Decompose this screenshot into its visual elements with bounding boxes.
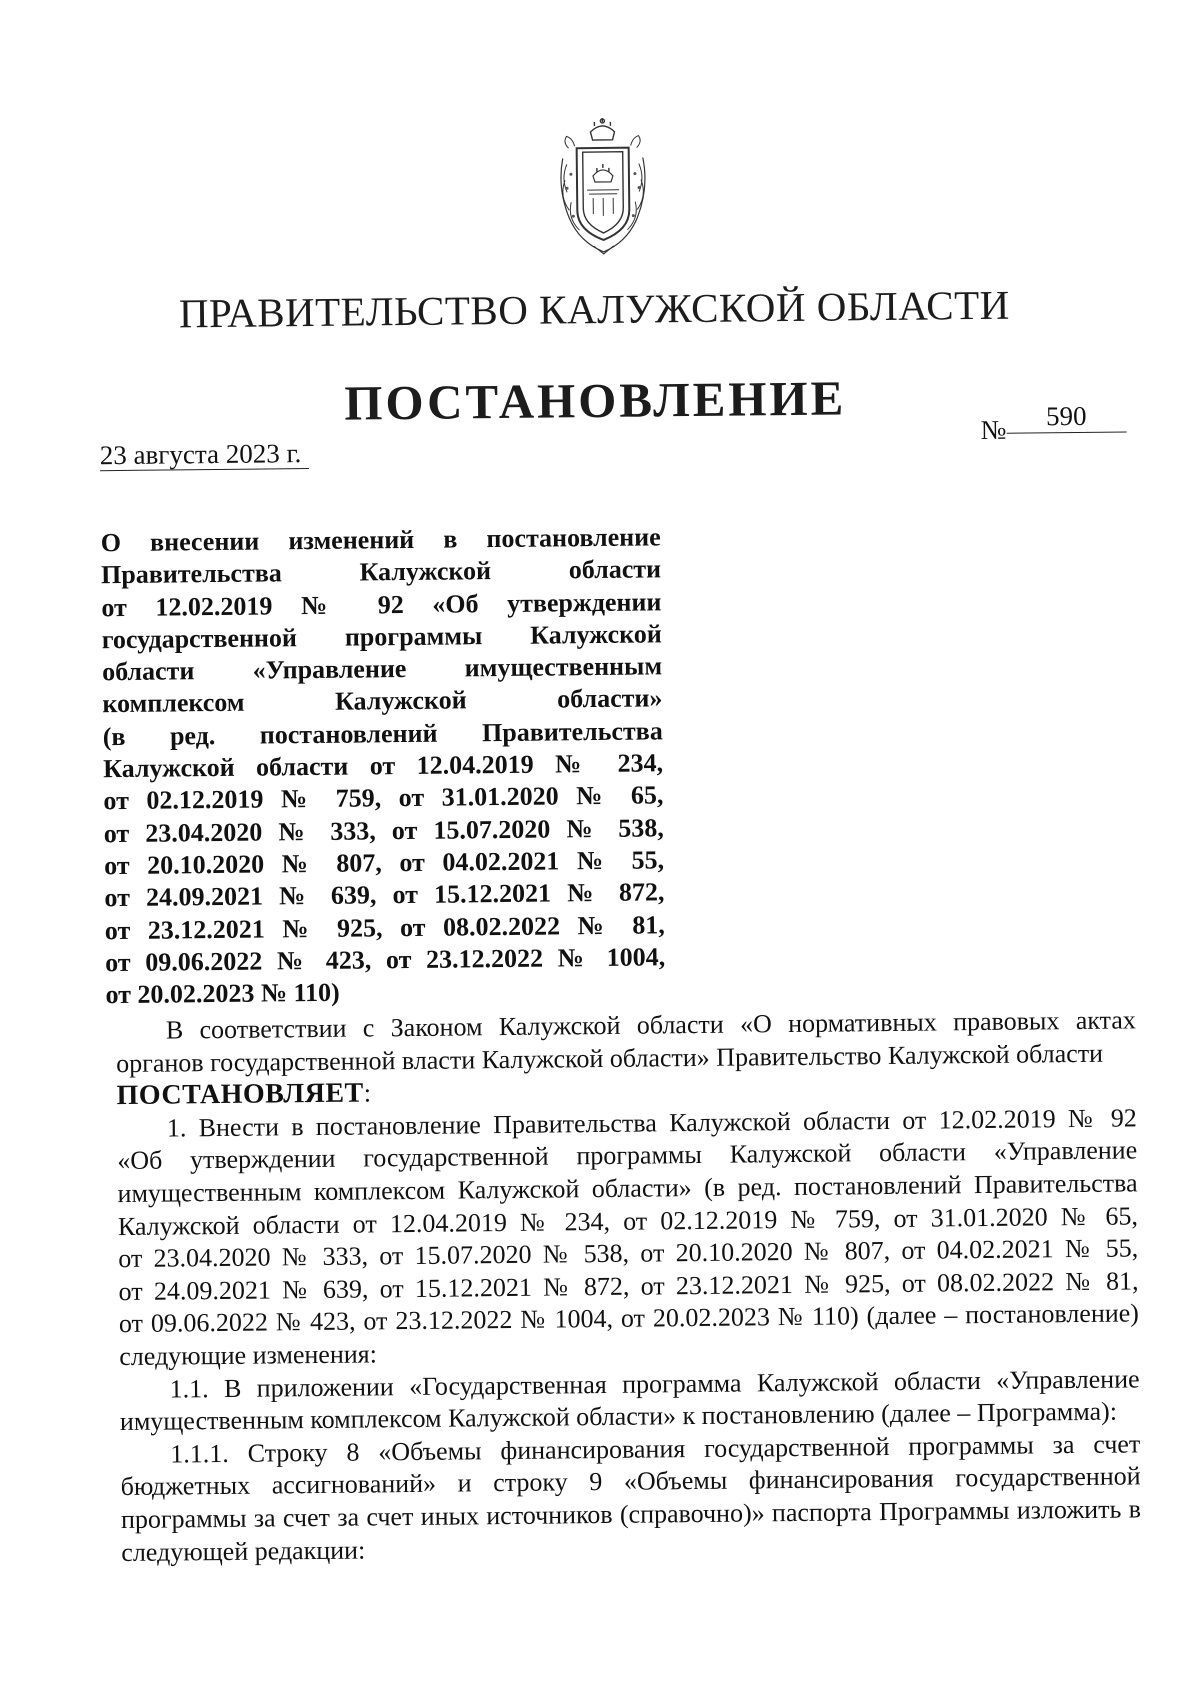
intro-line: органов государственной власти Калужской области» Правительство Калужской области: [116, 1038, 1104, 1078]
item-1-1-line: 1.1. В приложении «Государственная программа Калужской области «Управление: [169, 1363, 1140, 1404]
subject-line: Калужской области от 12.04.2019 № 234,: [102, 748, 664, 784]
document-subject: [101, 521, 666, 1011]
subject-line: Правительства Калужской области: [100, 554, 662, 590]
document-body: [116, 1004, 1142, 1569]
item-1-1-1-line: бюджетных ассигнований» и строку 9 «Объемы финансирования государственной: [120, 1461, 1141, 1502]
item-1-1-line: имущественным комплексом Калужской области» к постановлению (далее – Программа):: [119, 1396, 1118, 1437]
item-1-1-1-line: 1.1.1. Строку 8 «Объемы финансирования государственной программы за счет: [170, 1429, 1141, 1469]
coat-of-arms-icon: [552, 117, 653, 258]
subject-line: от 20.02.2023 № 110): [105, 977, 340, 1010]
item-1-1-1-line: программы за счет за счет иных источников (справочно)» паспорта Программы изложить в: [120, 1494, 1142, 1534]
document-type: ПОСТАНОВЛЕНИЕ: [344, 370, 847, 431]
number-value: 590: [1006, 400, 1126, 433]
subject-line: от 23.04.2020 № 333, от 15.07.2020 № 538,: [103, 813, 664, 848]
item-1-line: от 09.06.2022 № 423, от 23.12.2022 № 1004, от 20.02.2023 № 110) (далее – постановление): [118, 1298, 1140, 1339]
item-1-line: от 24.09.2021 № 639, от 15.12.2021 № 872, от 23.12.2021 № 925, от 08.02.2022 № 81,: [118, 1266, 1139, 1306]
subject-line: от 20.10.2020 № 807, от 04.02.2021 № 55,: [103, 845, 665, 881]
decree-colon: :: [363, 1078, 372, 1108]
subject-line: от 24.09.2021 № 639, от 15.12.2021 № 872,: [104, 877, 665, 913]
number-sign: №: [980, 414, 1007, 445]
subject-line: от 02.12.2019 № 759, от 31.01.2020 № 65,: [103, 780, 664, 816]
item-1-line: следующие изменения:: [119, 1339, 378, 1371]
document-date: 23 августа 2023 г.: [100, 438, 310, 471]
subject-line: О внесении изменений в постановление: [100, 522, 661, 558]
document-number: [980, 400, 1126, 446]
intro-line: В соответствии с Законом Калужской области «О нормативных правовых актах: [165, 1005, 1136, 1045]
subject-line: области «Управление имущественным: [101, 651, 663, 687]
subject-line: комплексом Калужской области»: [102, 683, 663, 719]
government-title: ПРАВИТЕЛЬСТВО КАЛУЖСКОЙ ОБЛАСТИ: [178, 281, 1010, 337]
item-1-line: от 23.04.2020 № 333, от 15.07.2020 № 538, от 20.10.2020 № 807, от 04.02.2021 № 55,: [118, 1233, 1139, 1274]
decree-word: ПОСТАНОВЛЯЕТ: [116, 1077, 364, 1112]
item-1-1-1-line: следующей редакции:: [121, 1534, 366, 1567]
item-1-line: 1. Внести в постановление Правительства Калужской области от 12.02.2019 № 92: [166, 1103, 1137, 1143]
subject-line: от 09.06.2022 № 423, от 23.12.2022 № 1004,: [104, 942, 666, 978]
subject-line: государственной программы Калужской: [101, 619, 662, 655]
item-1-line: «Об утверждении государственной программы Калужской области «Управление: [117, 1135, 1138, 1176]
subject-line: от 12.02.2019 № 92 «Об утверждении: [101, 586, 662, 622]
subject-line: (в ред. постановлений Правительства: [102, 716, 663, 751]
item-1-line: имущественным комплексом Калужской области» (в ред. постановлений Правительства: [117, 1168, 1138, 1209]
item-1-line: Калужской области от 12.04.2019 № 234, от 02.12.2019 № 759, от 31.01.2020 № 65,: [117, 1200, 1139, 1241]
subject-line: от 23.12.2021 № 925, от 08.02.2022 № 81,: [104, 909, 665, 945]
